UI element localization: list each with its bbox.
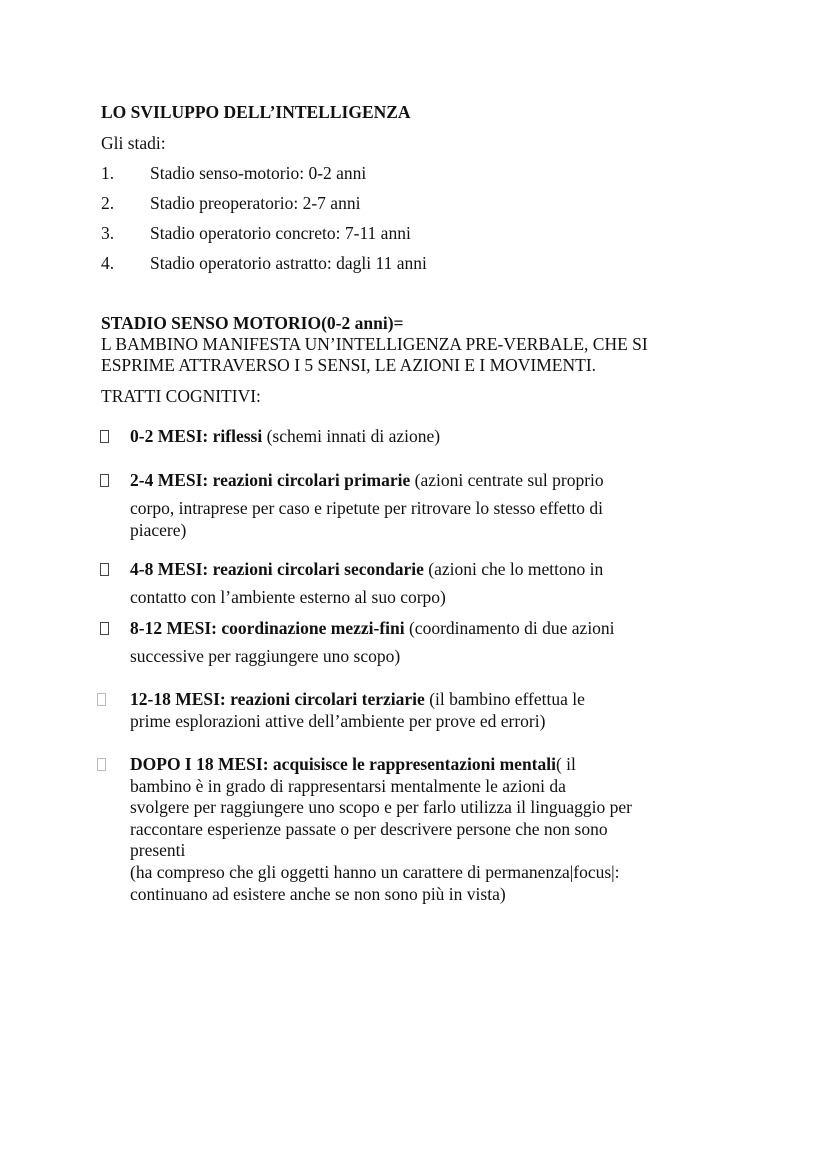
stage-number: 2. bbox=[101, 193, 115, 213]
trait-item: 4-8 MESI: reazioni circolari secondarie (azioni che lo mettono in bbox=[130, 559, 604, 579]
section-heading: STADIO SENSO MOTORIO(0-2 anni)= bbox=[101, 313, 404, 333]
page-title: LO SVILUPPO DELL’INTELLIGENZA bbox=[101, 102, 411, 122]
bullet-box-icon bbox=[100, 563, 109, 576]
trait-item: 8-12 MESI: coordinazione mezzi-fini (coordinamento di due azioni bbox=[130, 618, 615, 638]
trait-item: DOPO I 18 MESI: acquisisce le rappresentazioni mentali( il bbox=[130, 754, 576, 774]
bullet-box-icon bbox=[97, 758, 106, 771]
trait-item-line: raccontare esperienze passate o per descrivere persone che non sono bbox=[130, 819, 608, 839]
traits-label: TRATTI COGNITIVI: bbox=[101, 386, 261, 406]
stage-number: 4. bbox=[101, 253, 115, 273]
bullet-box-icon bbox=[97, 693, 106, 706]
trait-item-line: contatto con l’ambiente esterno al suo corpo) bbox=[130, 587, 446, 607]
stage-text: Stadio operatorio concreto: 7-11 anni bbox=[150, 223, 411, 243]
bullet-box-icon bbox=[100, 430, 109, 443]
stage-text: Stadio senso-motorio: 0-2 anni bbox=[150, 163, 367, 183]
trait-item: 0-2 MESI: riflessi (schemi innati di azione) bbox=[130, 426, 441, 446]
trait-item-line: bambino è in grado di rappresentarsi mentalmente le azioni da bbox=[130, 776, 566, 796]
section-intro-line: L BAMBINO MANIFESTA UN’INTELLIGENZA PRE-VERBALE, CHE SI bbox=[101, 334, 648, 354]
stage-text: Stadio operatorio astratto: dagli 11 anni bbox=[150, 253, 427, 273]
stages-label: Gli stadi: bbox=[101, 133, 166, 153]
trait-item-line: presenti bbox=[130, 840, 186, 860]
trait-item-line: prime esplorazioni attive dell’ambiente per prove ed errori) bbox=[130, 711, 546, 731]
trait-item: 12-18 MESI: reazioni circolari terziarie (il bambino effettua le bbox=[130, 689, 585, 709]
bullet-box-icon bbox=[100, 474, 109, 487]
trait-item-line: successive per raggiungere uno scopo) bbox=[130, 646, 401, 666]
trait-item: 2-4 MESI: reazioni circolari primarie (azioni centrate sul proprio bbox=[130, 470, 604, 490]
trait-item-line: corpo, intraprese per caso e ripetute per ritrovare lo stesso effetto di bbox=[130, 498, 603, 518]
stage-number: 1. bbox=[101, 163, 115, 183]
trait-item-line: svolgere per raggiungere uno scopo e per farlo utilizza il linguaggio per bbox=[130, 797, 632, 817]
section-intro-line: ESPRIME ATTRAVERSO I 5 SENSI, LE AZIONI E I MOVIMENTI. bbox=[101, 355, 597, 375]
trait-item-line: continuano ad esistere anche se non sono più in vista) bbox=[130, 884, 506, 904]
trait-item-line: piacere) bbox=[130, 520, 187, 540]
stage-number: 3. bbox=[101, 223, 115, 243]
stage-text: Stadio preoperatorio: 2-7 anni bbox=[150, 193, 361, 213]
trait-item-line: (ha compreso che gli oggetti hanno un carattere di permanenza|focus|: bbox=[130, 862, 620, 882]
bullet-box-icon bbox=[100, 622, 109, 635]
